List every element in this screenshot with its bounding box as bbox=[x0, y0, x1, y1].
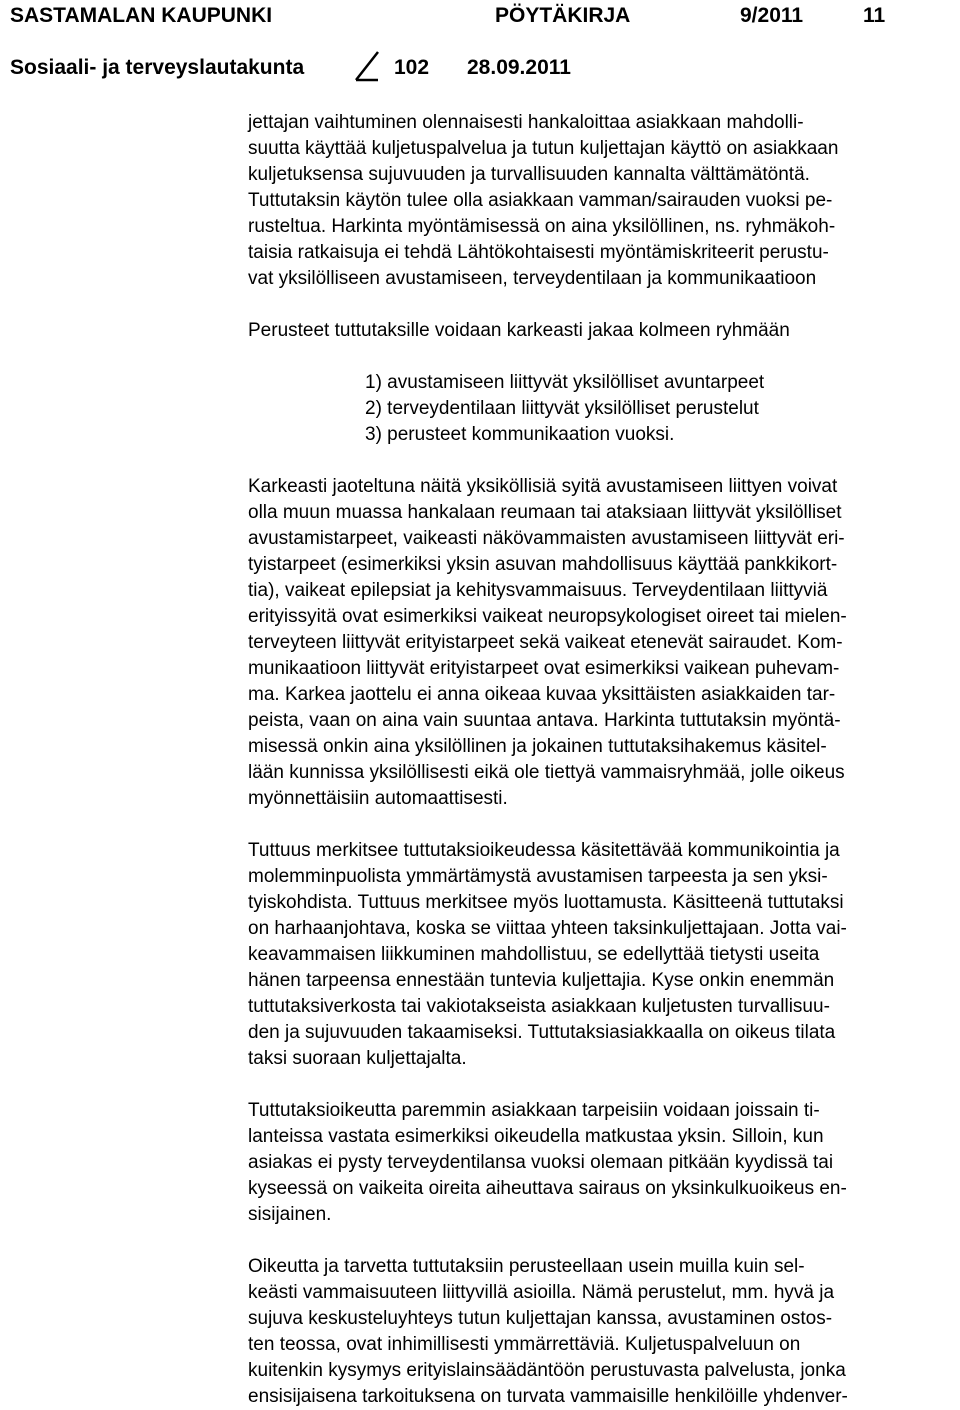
text-line: Oikeutta ja tarvetta tuttutaksiin perusteellaan usein muilla kuin sel- bbox=[248, 1256, 805, 1277]
text-line: den ja sujuvuuden takaamiseksi. Tuttutaksiasiakkaalla on oikeus tilata bbox=[248, 1022, 836, 1043]
text-line: avustamistarpeet, vaikeasti näkövammaisten avustamiseen liittyvät eri- bbox=[248, 528, 845, 549]
text-line: molemminpuolista ymmärtämystä avustamisen tarpeesta ja sen yksi- bbox=[248, 866, 828, 887]
header-doc-number: 9/2011 bbox=[740, 4, 804, 27]
text-line: tuttutaksiverkosta tai vakiotakseista asiakkaan kuljetusten turvallisuu- bbox=[248, 996, 830, 1017]
text-line: misessä onkin aina yksilöllinen ja jokainen tuttutaksihakemus käsitel- bbox=[248, 736, 827, 757]
text-line: ensisijaisena tarkoituksena on turvata vammaisille henkilöille yhdenver- bbox=[248, 1386, 848, 1407]
section-sign-icon bbox=[354, 50, 380, 82]
text-line: asiakas ei pysty terveydentilansa vuoksi olemaan pitkään kyydissä tai bbox=[248, 1152, 834, 1173]
text-line: myönnettäisiin automaattisesti. bbox=[248, 788, 508, 809]
text-line: taksi suoraan kuljettajalta. bbox=[248, 1048, 467, 1069]
header-org: SASTAMALAN KAUPUNKI bbox=[10, 4, 273, 27]
text-line: vat yksilölliseen avustamiseen, terveydentilaan ja kommunikaatioon bbox=[248, 268, 817, 289]
text-line: munikaatioon liittyvät erityistarpeet ovat esimerkiksi vaikean puhevam- bbox=[248, 658, 840, 679]
header-committee: Sosiaali- ja terveyslautakunta bbox=[10, 56, 305, 79]
list-item: 1) avustamiseen liittyvät yksilölliset avuntarpeet bbox=[365, 372, 765, 393]
text-line: tia), vaikeat epilepsiat ja kehitysvammaisuus. Terveydentilaan liittyviä bbox=[248, 580, 828, 601]
criteria-list bbox=[248, 370, 948, 448]
text-line: terveyteen liittyvät erityistarpeet sekä vaikeat etenevät sairaudet. Kom- bbox=[248, 632, 843, 653]
text-line: ten teossa, ovat inhimillisesti ymmärrettäviä. Kuljetuspalveluun on bbox=[248, 1334, 801, 1355]
text-line: suutta käyttää kuljetuspalvelua ja tutun kuljettajan käyttö on asiakkaan bbox=[248, 138, 839, 159]
text-line: keästi vammaisuuteen liittyvillä asioilla. Nämä perustelut, mm. hyvä ja bbox=[248, 1282, 835, 1303]
text-line: keavammaisen liikkuminen mahdollistuu, se edellyttää tietysti useita bbox=[248, 944, 820, 965]
text-line: sisijainen. bbox=[248, 1204, 332, 1225]
text-line: jettajan vaihtuminen olennaisesti hankaloittaa asiakkaan mahdolli- bbox=[248, 112, 804, 133]
paragraph-1 bbox=[248, 110, 948, 292]
text-line: ma. Karkea jaottelu ei anna oikeaa kuvaa yksittäisten asiakkaiden tar- bbox=[248, 684, 836, 705]
text-line: Tuttuus merkitsee tuttutaksioikeudessa käsitettävää kommunikointia ja bbox=[248, 840, 840, 861]
text-line: lanteissa vastata esimerkiksi oikeudella matkustaa yksin. Silloin, kun bbox=[248, 1126, 824, 1147]
header-section-number: 102 bbox=[394, 56, 430, 79]
list-item: 3) perusteet kommunikaation vuoksi. bbox=[365, 424, 675, 445]
paragraph-4 bbox=[248, 838, 948, 1072]
text-line: peista, vaan on aina vain suuntaa antava. Harkinta tuttutaksin myöntä- bbox=[248, 710, 841, 731]
text-line: lään kunnissa yksilöllisesti eikä ole tiettyä vammaisryhmää, jolle oikeus bbox=[248, 762, 845, 783]
text-line: kuitenkin kysymys erityislainsäädäntöön perustuvasta palvelusta, jonka bbox=[248, 1360, 846, 1381]
text-line: kyseessä on vaikeita oireita aiheuttava sairaus on yksinkulkuoikeus en- bbox=[248, 1178, 847, 1199]
header-page-number: 11 bbox=[863, 4, 886, 27]
list-item: 2) terveydentilaan liittyvät yksilölliset perustelut bbox=[365, 398, 759, 419]
text-line: tyistarpeet (esimerkiksi yksin asuvan mahdollisuus käyttää pankkikort- bbox=[248, 554, 838, 575]
paragraph-2 bbox=[248, 318, 948, 344]
text-line: rusteltua. Harkinta myöntämisessä on aina yksilöllinen, ns. ryhmäkoh- bbox=[248, 216, 836, 237]
text-line: Perusteet tuttutaksille voidaan karkeasti jakaa kolmeen ryhmään bbox=[248, 320, 790, 341]
text-line: olla muun muassa hankalaan reumaan tai ataksiaan liittyvät yksilölliset bbox=[248, 502, 842, 523]
paragraph-5 bbox=[248, 1098, 948, 1228]
paragraph-3 bbox=[248, 474, 948, 812]
text-line: taisia ratkaisuja ei tehdä Lähtökohtaisesti myöntämiskriteerit perustu- bbox=[248, 242, 829, 263]
text-line: on harhaanjohtava, koska se viittaa yhteen taksinkuljettajaan. Jotta vai- bbox=[248, 918, 847, 939]
text-line: tyiskohdista. Tuttuus merkitsee myös luottamusta. Käsitteenä tuttutaksi bbox=[248, 892, 844, 913]
document-body bbox=[248, 110, 948, 1410]
header-date: 28.09.2011 bbox=[467, 56, 571, 79]
text-line: Tuttutaksin käytön tulee olla asiakkaan vamman/sairauden vuoksi pe- bbox=[248, 190, 833, 211]
text-line: kuljetuksensa sujuvuuden ja turvallisuuden kannalta välttämätöntä. bbox=[248, 164, 810, 185]
text-line: Tuttutaksioikeutta paremmin asiakkaan tarpeisiin voidaan joissain ti- bbox=[248, 1100, 820, 1121]
paragraph-6 bbox=[248, 1254, 948, 1410]
header-doc-type: PÖYTÄKIRJA bbox=[495, 4, 631, 27]
text-line: erityissyitä ovat esimerkiksi vaikeat neuropsykologiset oireet tai mielen- bbox=[248, 606, 847, 627]
text-line: sujuva keskusteluyhteys tutun kuljettajan kanssa, avustaminen ostos- bbox=[248, 1308, 833, 1329]
text-line: Karkeasti jaoteltuna näitä yksiköllisiä syitä avustamiseen liittyen voivat bbox=[248, 476, 838, 497]
text-line: hänen tarpeensa ennestään tuntevia kuljettajia. Kyse onkin enemmän bbox=[248, 970, 835, 991]
